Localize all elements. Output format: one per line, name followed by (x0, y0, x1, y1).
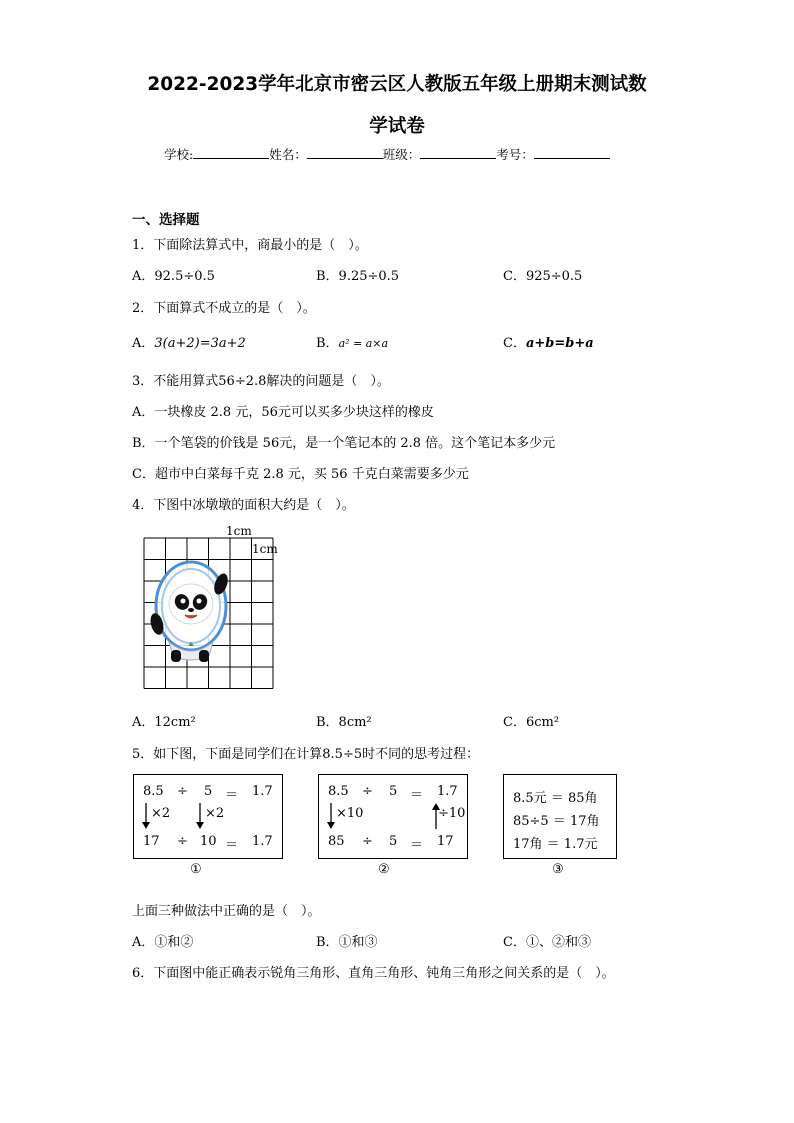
q3-option-c[interactable]: C．超市中白菜每千克 2.8 元，买 56 千克白菜需要多少元 (132, 467, 469, 482)
q3-stem: 3．不能用算式56÷2.8解决的问题是（ ）。 (132, 374, 390, 389)
box2-m1: ×10 (336, 806, 364, 821)
q4-option-c[interactable]: C．6cm² (503, 715, 560, 730)
q1-option-c[interactable]: C．925÷0.5 (503, 269, 583, 284)
class-label: 班级： (382, 147, 421, 162)
q4-stem: 4．下图中冰墩墩的面积大约是（ ）。 (132, 498, 355, 513)
box2-m2: ÷10 (438, 806, 466, 821)
box1-m1: ×2 (151, 806, 171, 821)
q2-c-expr: a+b=b+a (525, 336, 594, 351)
student-info-line (164, 145, 610, 163)
q2-option-a[interactable] (132, 332, 246, 351)
box1-r3-a: 17 (143, 834, 160, 849)
box2-r1-op: ÷ (362, 784, 373, 799)
box2-r1-a: 8.5 (328, 784, 349, 799)
page-title: 2022-2023学年北京市密云区人教版五年级上册期末测试数 (147, 74, 647, 95)
box2-r3-eq: ＝ (410, 838, 424, 853)
q1-stem: 1．下面除法算式中，商最小的是（ ）。 (132, 238, 368, 253)
box1-r3-op: ÷ (177, 834, 188, 849)
name-label: 姓名： (269, 147, 307, 162)
box1-r3-b: 10 (200, 834, 217, 849)
page-title-line2: 学试卷 (369, 116, 425, 137)
q2-a-label: A． (132, 336, 155, 351)
box1-r1-b: 5 (204, 784, 213, 799)
grid-label-top: 1cm (226, 524, 252, 538)
method-box-2 (318, 774, 468, 859)
box3-caption: ③ (552, 862, 564, 877)
box3-line1: 8.5元 ＝ 85角 (513, 791, 598, 806)
grid-label-side: 1cm (252, 542, 278, 556)
q2-c-label: C． (503, 336, 526, 351)
method-box-1 (133, 774, 283, 859)
box2-r1-b: 5 (389, 784, 398, 799)
q3-option-b[interactable]: B．一个笔袋的价钱是 56元，是一个笔记本的 2.8 倍。这个笔记本多少元 (132, 436, 556, 451)
q6-stem: 6．下面图中能正确表示锐角三角形、直角三角形、钝角三角形之间关系的是（ ）。 (132, 966, 615, 981)
mascot-image (148, 562, 230, 662)
q4-option-a[interactable]: A．12cm² (132, 715, 196, 730)
q2-stem: 2．下面算式不成立的是（ ）。 (132, 301, 316, 316)
box2-r3-b: 5 (389, 834, 398, 849)
box1-r1-c: 1.7 (252, 784, 273, 799)
box1-r3-eq: ＝ (225, 838, 239, 853)
box2-r3-a: 85 (328, 834, 345, 849)
box2-r1-eq: ＝ (410, 788, 424, 803)
class-blank[interactable] (420, 146, 496, 159)
box1-r1-op: ÷ (177, 784, 188, 799)
q2-b-expr: a² = a×a (338, 337, 389, 350)
box2-r1-c: 1.7 (437, 784, 458, 799)
q3-option-a[interactable]: A．一块橡皮 2.8 元，56元可以买多少块这样的橡皮 (132, 405, 434, 420)
q2-option-c[interactable] (503, 332, 594, 351)
box2-caption: ② (378, 862, 390, 877)
q2-a-expr: 3(a+2)=3a+2 (154, 336, 246, 351)
box1-r3-c: 1.7 (252, 834, 273, 849)
q2-option-b[interactable] (316, 332, 388, 351)
box2-r3-c: 17 (437, 834, 454, 849)
box3-line2: 85÷5 ＝ 17角 (513, 814, 600, 829)
box1-r1-eq: ＝ (225, 788, 239, 803)
q5-option-b[interactable]: B．①和③ (316, 935, 378, 950)
id-label: 考号： (496, 147, 534, 162)
q5-follow: 上面三种做法中正确的是（ ）。 (132, 904, 321, 919)
q4-option-b[interactable]: B．8cm² (316, 715, 372, 730)
q5-option-a[interactable]: A．①和② (132, 935, 194, 950)
method-box-3 (503, 774, 617, 859)
name-blank[interactable] (307, 146, 383, 159)
q1-option-a[interactable]: A．92.5÷0.5 (132, 269, 215, 284)
q1-option-b[interactable]: B．9.25÷0.5 (316, 269, 400, 284)
box3-line3: 17角 ＝ 1.7元 (513, 837, 598, 852)
box1-caption: ① (190, 862, 202, 877)
school-label: 学校: (164, 147, 194, 162)
box2-r3-op: ÷ (362, 834, 373, 849)
id-blank[interactable] (534, 146, 610, 159)
section-heading: 一、选择题 (132, 212, 200, 228)
q2-b-label: B． (316, 336, 339, 351)
box1-r1-a: 8.5 (143, 784, 164, 799)
school-blank[interactable] (193, 146, 269, 159)
q5-stem: 5．如下图，下面是同学们在计算8.5÷5时不同的思考过程： (132, 747, 480, 762)
box1-m2: ×2 (205, 806, 225, 821)
q5-option-c[interactable]: C．①、②和③ (503, 935, 591, 950)
